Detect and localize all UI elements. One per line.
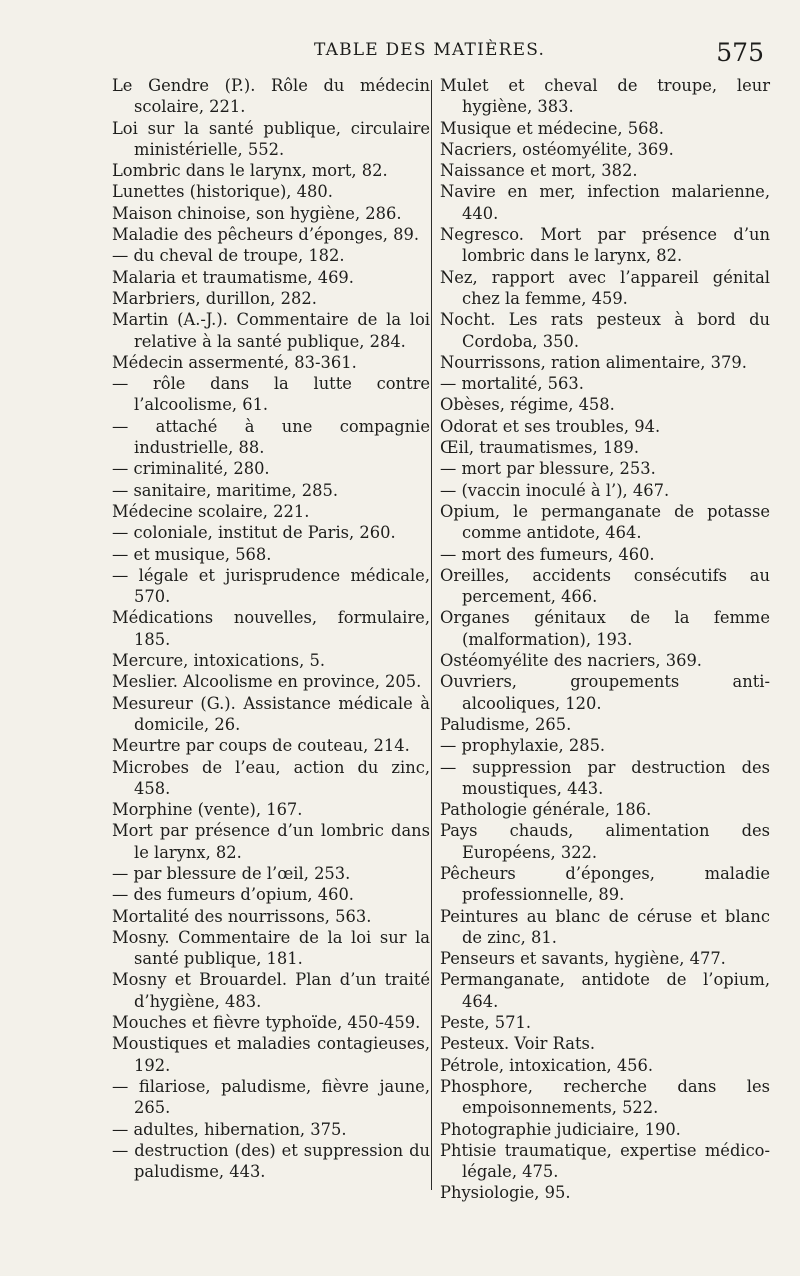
index-entry: Lombric dans le larynx, mort, 82. xyxy=(112,161,388,181)
index-entry: — coloniale, institut de Paris, 260. xyxy=(112,523,396,543)
index-entry: — attaché à une compagnie industrielle, 88. xyxy=(112,416,430,458)
index-entry: Odorat et ses troubles, 94. xyxy=(440,416,661,436)
index-entry: — sanitaire, maritime, 285. xyxy=(112,480,338,500)
index-entry: — destruction (des) et suppression du paludisme, 443. xyxy=(112,1140,430,1182)
index-entry: Meslier. Alcoolisme en province, 205. xyxy=(112,672,422,692)
index-entry: Mosny et Brouardel. Plan d’un traité d’hygiène, 483. xyxy=(112,970,430,1011)
index-entry: Médecine scolaire, 221. xyxy=(112,501,310,521)
index-entry: — par blessure de l’œil, 253. xyxy=(112,863,351,883)
index-entry: Ouvriers, groupements anti-alcooliques, 120. xyxy=(440,672,770,713)
index-entry: Lunettes (historique), 480. xyxy=(112,182,333,202)
index-entry: Mort par présence d’un lombric dans le larynx, 82. xyxy=(112,821,430,862)
index-entry: Penseurs et savants, hygiène, 477. xyxy=(440,949,726,969)
index-entry: — et musique, 568. xyxy=(112,544,272,564)
index-entry: Peintures au blanc de céruse et blanc de zinc, 81. xyxy=(440,906,770,947)
index-entry: Marbriers, durillon, 282. xyxy=(112,288,317,308)
index-entry: Nez, rapport avec l’appareil génital chez la femme, 459. xyxy=(440,267,770,308)
index-entry: Mulet et cheval de troupe, leur hygiène, 383. xyxy=(440,76,770,117)
index-entry: Microbes de l’eau, action du zinc, 458. xyxy=(112,757,430,798)
index-entry: Oreilles, accidents consécutifs au percement, 466. xyxy=(440,565,770,607)
running-title: TABLE DES MATIÈRES. xyxy=(314,40,546,60)
index-entry: Naissance et mort, 382. xyxy=(440,161,638,181)
index-entry: Phosphore, recherche dans les empoisonnements, 522. xyxy=(440,1076,770,1118)
index-entry: — filariose, paludisme, fièvre jaune, 265. xyxy=(112,1076,430,1118)
index-entry: Nocht. Les rats pesteux à bord du Cordoba, 350. xyxy=(440,310,770,351)
index-entry: — rôle dans la lutte contre l’alcoolisme, 61. xyxy=(112,374,430,415)
index-entry: — mort des fumeurs, 460. xyxy=(440,544,655,564)
index-entry: Peste, 571. xyxy=(440,1013,531,1033)
index-entry: Médications nouvelles, formulaire, 185. xyxy=(112,608,430,649)
index-entry: — adultes, hibernation, 375. xyxy=(112,1119,347,1139)
index-entry: Pétrole, intoxication, 456. xyxy=(440,1055,654,1075)
index-entry: Maladie des pêcheurs d’éponges, 89. xyxy=(112,225,420,245)
index-entry: Martin (A.-J.). Commentaire de la loi relative à la santé publique, 284. xyxy=(112,310,430,351)
index-column-right xyxy=(440,75,770,1204)
index-column-left xyxy=(112,75,430,1182)
index-entry: Negresco. Mort par présence d’un lombric dans le larynx, 82. xyxy=(440,225,770,266)
index-entry: Œil, traumatismes, 189. xyxy=(440,438,640,458)
index-entry: Nacriers, ostéomyélite, 369. xyxy=(440,139,674,159)
index-entry: Phtisie traumatique, expertise médico-légale, 475. xyxy=(440,1140,770,1182)
index-entry: — (vaccin inoculé à l’), 467. xyxy=(440,480,670,500)
index-entry: Pathologie générale, 186. xyxy=(440,800,652,820)
running-head xyxy=(0,38,800,74)
index-entry: Mosny. Commentaire de la loi sur la santé publique, 181. xyxy=(112,927,430,969)
index-entry: Malaria et traumatisme, 469. xyxy=(112,267,354,287)
index-entry: Maison chinoise, son hygiène, 286. xyxy=(112,203,402,223)
index-entry: — suppression par destruction des moustiques, 443. xyxy=(440,757,770,798)
index-entry: Meurtre par coups de couteau, 214. xyxy=(112,736,410,756)
page-number: 575 xyxy=(716,38,764,67)
index-entry: Le Gendre (P.). Rôle du médecin scolaire, 221. xyxy=(112,76,430,117)
index-entry: Paludisme, 265. xyxy=(440,714,572,734)
index-entry: Physiologie, 95. xyxy=(440,1183,571,1203)
column-divider xyxy=(431,80,432,1190)
index-entry: — mort par blessure, 253. xyxy=(440,459,656,479)
index-entry: Mesureur (G.). Assistance médicale à domicile, 26. xyxy=(112,693,430,734)
index-entry: Obèses, régime, 458. xyxy=(440,395,615,415)
index-entry: Organes génitaux de la femme (malformation), 193. xyxy=(440,608,770,649)
index-entry: Opium, le permanganate de potasse comme antidote, 464. xyxy=(440,501,770,543)
index-entry: Musique et médecine, 568. xyxy=(440,118,664,138)
index-entry: — légale et jurisprudence médicale, 570. xyxy=(112,565,430,607)
index-entry: — prophylaxie, 285. xyxy=(440,736,606,756)
index-entry: Navire en mer, infection malarienne, 440. xyxy=(440,182,770,223)
index-entry: — du cheval de troupe, 182. xyxy=(112,246,345,266)
index-entry: Pays chauds, alimentation des Européens, 322. xyxy=(440,821,770,862)
index-entry: Permanganate, antidote de l’opium, 464. xyxy=(440,970,770,1011)
index-entry: Médecin assermenté, 83-361. xyxy=(112,352,357,372)
index-entry: Ostéomyélite des nacriers, 369. xyxy=(440,651,702,671)
index-entry: — criminalité, 280. xyxy=(112,459,270,479)
index-entry: Mortalité des nourrissons, 563. xyxy=(112,906,372,926)
index-entry: Loi sur la santé publique, circulaire ministérielle, 552. xyxy=(112,118,430,159)
index-entry: — des fumeurs d’opium, 460. xyxy=(112,885,354,905)
index-entry: Pesteux. Voir Rats. xyxy=(440,1034,596,1054)
index-entry: Mercure, intoxications, 5. xyxy=(112,651,325,671)
index-entry: Moustiques et maladies contagieuses, 192. xyxy=(112,1034,430,1075)
index-entry: Nourrissons, ration alimentaire, 379. xyxy=(440,352,747,372)
index-entry: Mouches et fièvre typhoïde, 450-459. xyxy=(112,1013,421,1033)
index-entry: Morphine (vente), 167. xyxy=(112,800,303,820)
index-entry: Pêcheurs d’éponges, maladie professionnelle, 89. xyxy=(440,863,770,905)
index-entry: — mortalité, 563. xyxy=(440,374,584,394)
index-entry: Photographie judiciaire, 190. xyxy=(440,1119,681,1139)
